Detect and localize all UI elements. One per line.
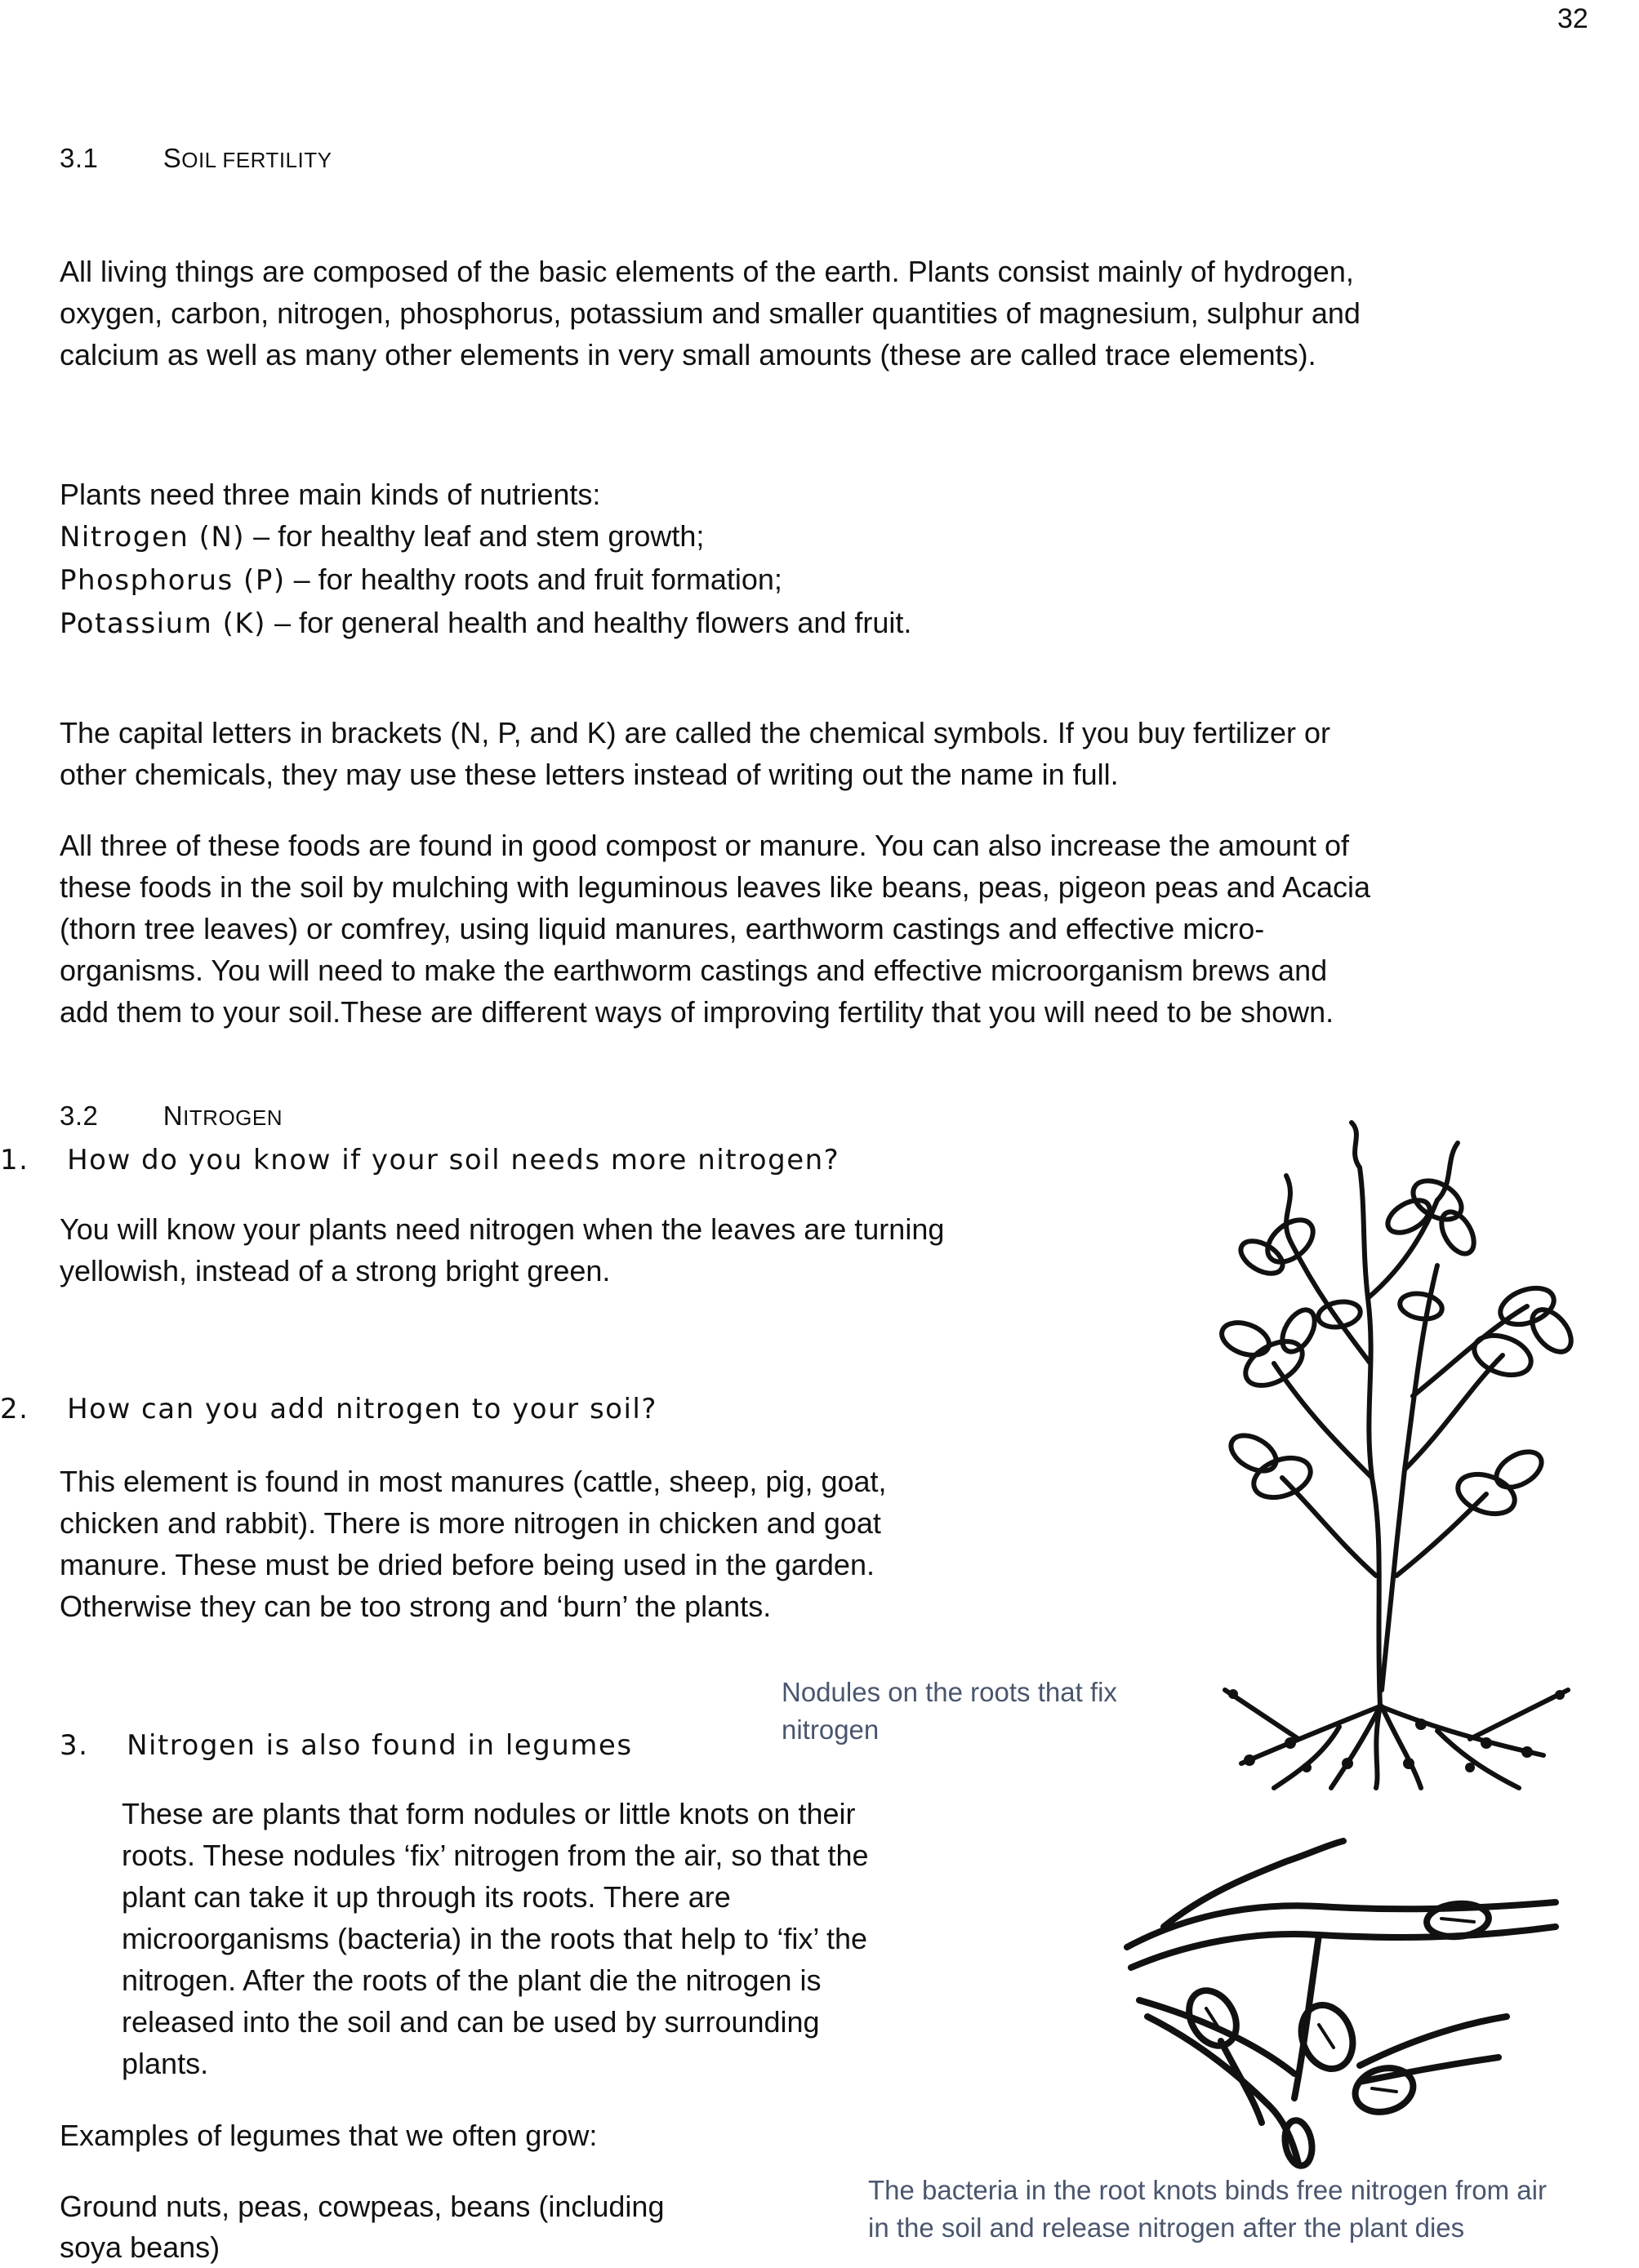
caption-line: The bacteria in the root knots binds free nitrogen from air xyxy=(868,2175,1547,2205)
symbols-paragraph xyxy=(60,712,1330,795)
caption-line: nitrogen xyxy=(782,1714,880,1745)
answer-line: plant can take it up through its roots. There are xyxy=(122,1880,731,1914)
question-number: 3. xyxy=(60,1729,89,1762)
compost-line: these foods in the soil by mulching with leguminous leaves like beans, peas, pigeon peas and Acacia xyxy=(60,870,1371,904)
examples-list xyxy=(60,2186,664,2268)
answer-line: chicken and rabbit). There is more nitrogen in chicken and goat xyxy=(60,1506,881,1540)
caption-bacteria xyxy=(868,2172,1547,2247)
compost-paragraph xyxy=(60,825,1370,1033)
section-title-rest: ITROGEN xyxy=(183,1105,283,1130)
intro-line: All living things are composed of the basic elements of the earth. Plants consist mainly of hydrogen, xyxy=(60,255,1354,288)
answer-line: Otherwise they can be too strong and ‘burn’ the plants. xyxy=(60,1590,772,1623)
section-title-initial: N xyxy=(163,1101,184,1131)
answer-1 xyxy=(60,1208,944,1292)
caption-nodules xyxy=(782,1674,1117,1749)
answer-2 xyxy=(60,1461,887,1627)
intro-line: calcium as well as many other elements in very small amounts (these are called trace elements). xyxy=(60,338,1316,371)
nutrient-desc: – for healthy leaf and stem growth; xyxy=(245,519,705,553)
answer-3 xyxy=(122,1793,869,2084)
question-number: 1. xyxy=(0,1144,29,1176)
section-title-initial: S xyxy=(163,143,182,173)
compost-line: (thorn tree leaves) or comfrey, using liquid manures, earthworm castings and effective micro- xyxy=(60,912,1265,945)
intro-paragraph xyxy=(60,251,1361,376)
examples-lead: Examples of legumes that we often grow: xyxy=(60,2119,598,2152)
caption-line: Nodules on the roots that fix xyxy=(782,1677,1117,1707)
examples-line: soya beans) xyxy=(60,2230,220,2264)
question-text: How can you add nitrogen to your soil? xyxy=(67,1393,657,1425)
symbols-line: other chemicals, they may use these letters instead of writing out the name in full. xyxy=(60,758,1119,791)
question-number: 2. xyxy=(0,1393,29,1425)
question-3 xyxy=(60,1725,633,1767)
answer-line: nitrogen. After the roots of the plant die the nitrogen is xyxy=(122,1963,822,1997)
compost-line: All three of these foods are found in good compost or manure. You can also increase the amount of xyxy=(60,829,1350,862)
nutrient-name: Potassium (K) xyxy=(60,607,266,640)
nutrient-name: Phosphorus (P) xyxy=(60,564,286,597)
nutrients-lead: Plants need three main kinds of nutrients: xyxy=(60,478,601,511)
caption-line: in the soil and release nitrogen after the plant dies xyxy=(868,2212,1465,2243)
section-number: 3.1 xyxy=(60,143,99,173)
question-2 xyxy=(0,1389,657,1430)
examples-line: Ground nuts, peas, cowpeas, beans (including xyxy=(60,2190,665,2223)
compost-line: add them to your soil.These are different ways of improving fertility that you will need to be shown. xyxy=(60,995,1334,1029)
answer-line: plants. xyxy=(122,2047,209,2080)
section-heading-nitrogen xyxy=(60,1101,283,1132)
nutrients-list xyxy=(60,474,911,645)
compost-line: organisms. You will need to make the earthworm castings and effective microorganism brews and xyxy=(60,954,1328,987)
section-heading-soil-fertility xyxy=(60,143,332,174)
section-number: 3.2 xyxy=(60,1101,99,1131)
answer-line: You will know your plants need nitrogen when the leaves are turning xyxy=(60,1212,945,1246)
symbols-line: The capital letters in brackets (N, P, and K) are called the chemical symbols. If you buy fertilizer or xyxy=(60,716,1330,749)
nutrient-item xyxy=(60,515,911,558)
nutrient-item xyxy=(60,602,911,645)
answer-line: yellowish, instead of a strong bright green. xyxy=(60,1254,611,1287)
nutrient-name: Nitrogen (N) xyxy=(60,521,246,554)
answer-line: released into the soil and can be used by surrounding xyxy=(122,2005,820,2039)
nutrient-desc: – for general health and healthy flowers and fruit. xyxy=(265,606,912,639)
section-title-rest: OIL FERTILITY xyxy=(181,148,332,172)
answer-line: manure. These must be dried before being used in the garden. xyxy=(60,1548,875,1581)
answer-line: This element is found in most manures (cattle, sheep, pig, goat, xyxy=(60,1465,887,1498)
legume-plant-illustration xyxy=(1176,1118,1592,1792)
page-number: 32 xyxy=(1557,3,1588,34)
answer-line: microorganisms (bacteria) in the roots that help to ‘fix’ the xyxy=(122,1922,868,1955)
root-nodules-illustration xyxy=(1115,1829,1588,2172)
question-text: How do you know if your soil needs more nitrogen? xyxy=(67,1144,840,1176)
intro-line: oxygen, carbon, nitrogen, phosphorus, potassium and smaller quantities of magnesium, sulphur and xyxy=(60,296,1361,330)
nutrient-desc: – for healthy roots and fruit formation; xyxy=(285,563,782,596)
question-text: Nitrogen is also found in legumes xyxy=(127,1729,633,1762)
nutrient-item xyxy=(60,558,911,602)
answer-line: roots. These nodules ‘fix’ nitrogen from the air, so that the xyxy=(122,1839,869,1872)
question-1 xyxy=(0,1140,840,1181)
answer-line: These are plants that form nodules or little knots on their xyxy=(122,1797,856,1830)
